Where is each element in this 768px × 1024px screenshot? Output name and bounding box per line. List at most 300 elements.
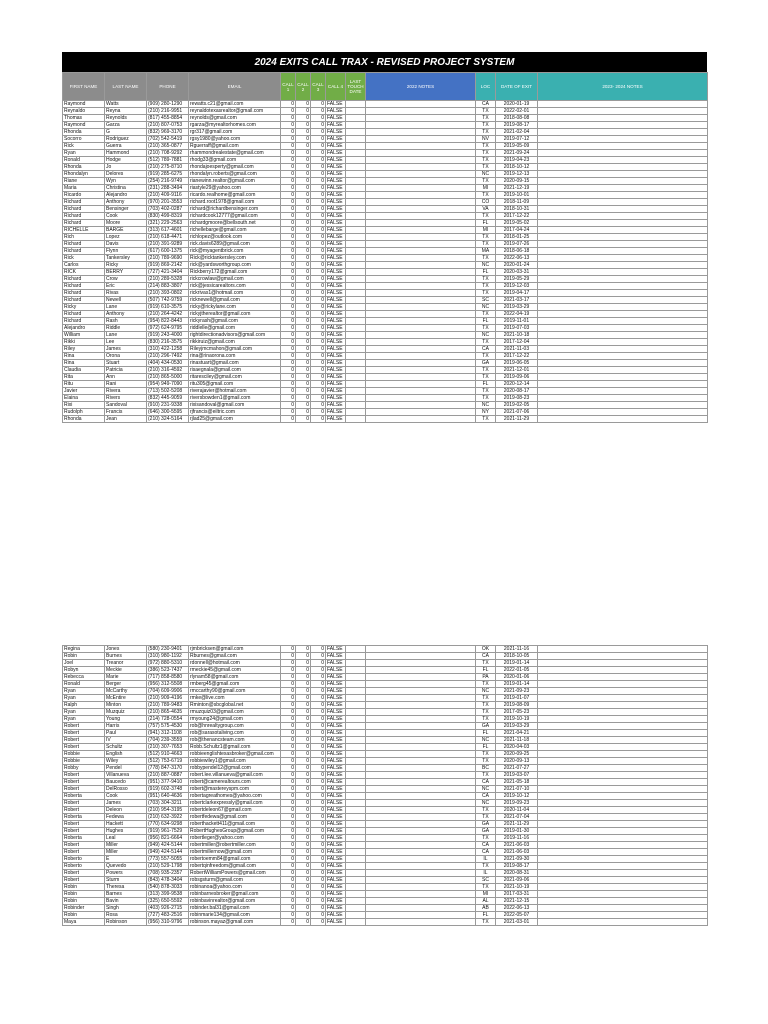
table-cell [366, 849, 476, 856]
table-cell: GA [476, 821, 496, 828]
table-cell: NC [476, 800, 496, 807]
table-cell: 0 [296, 248, 311, 255]
table-cell [538, 381, 708, 388]
table-cell: Ryan [63, 150, 105, 157]
table-cell [538, 360, 708, 367]
table-cell: Harris [105, 723, 147, 730]
table-cell: FALSE [326, 115, 346, 122]
table-cell [366, 758, 476, 765]
table-cell: 2020-09-15 [496, 178, 538, 185]
table-cell: rmccarthy90@gmail.com [189, 688, 281, 695]
table-cell [346, 849, 366, 856]
table-cell [366, 409, 476, 416]
table-cell: 0 [296, 849, 311, 856]
table-cell: TX [476, 863, 496, 870]
table-cell: 2019-05-29 [496, 276, 538, 283]
table-row [63, 332, 708, 339]
table-row [63, 898, 708, 905]
table-cell [538, 332, 708, 339]
table-cell: VA [476, 206, 496, 213]
table-row [63, 115, 708, 122]
table-cell: 2020-01-19 [496, 101, 538, 108]
table-cell: Ralph [63, 702, 105, 709]
table-cell: 0 [296, 115, 311, 122]
table-cell: rgsy1980@yahoo.com [189, 136, 281, 143]
table-cell: CA [476, 101, 496, 108]
table-cell: FALSE [326, 269, 346, 276]
table-cell: FALSE [326, 416, 346, 423]
table-cell: FALSE [326, 856, 346, 863]
table-cell: 0 [311, 912, 326, 919]
table-cell: 2019-11-16 [496, 835, 538, 842]
table-cell: Ricky [105, 262, 147, 269]
table-cell: 0 [311, 220, 326, 227]
table-cell: 2019-07-12 [496, 136, 538, 143]
table-cell: 0 [311, 402, 326, 409]
table-cell: TX [476, 807, 496, 814]
table-cell [366, 157, 476, 164]
table-row [63, 751, 708, 758]
table-cell: 2019-10-19 [496, 716, 538, 723]
table-cell: Richard [63, 276, 105, 283]
table-cell: NV [476, 136, 496, 143]
table-cell: rjfrancis@eiltric.com [189, 409, 281, 416]
table-row [63, 744, 708, 751]
table-cell: 2021-05-18 [496, 779, 538, 786]
table-cell: ricknewell@gmail.com [189, 297, 281, 304]
table-cell: Reynaldo [63, 108, 105, 115]
table-cell: 2020-03-31 [496, 269, 538, 276]
table-cell: 0 [311, 206, 326, 213]
table-cell: NC [476, 171, 496, 178]
table-cell: Robin [63, 898, 105, 905]
table-cell: 0 [281, 695, 296, 702]
table-cell: 0 [281, 206, 296, 213]
table-cell: 0 [296, 779, 311, 786]
table-cell: 2021-10-18 [496, 332, 538, 339]
table-cell: TX [476, 276, 496, 283]
table-cell [346, 723, 366, 730]
table-cell: FALSE [326, 779, 346, 786]
table-cell [366, 290, 476, 297]
table-cell: Roberta [63, 793, 105, 800]
table-cell: 0 [296, 835, 311, 842]
table-row [63, 409, 708, 416]
table-cell: TX [476, 192, 496, 199]
table-cell: Rash [105, 318, 147, 325]
table-cell: Javier [63, 388, 105, 395]
table-cell: FALSE [326, 653, 346, 660]
table-cell [346, 737, 366, 744]
table-cell [538, 402, 708, 409]
table-cell: 2021-09-30 [496, 856, 538, 863]
table-cell: NC [476, 688, 496, 695]
table-row [63, 863, 708, 870]
table-cell: Richard [63, 199, 105, 206]
table-cell [366, 318, 476, 325]
table-cell [538, 416, 708, 423]
table-cell [538, 199, 708, 206]
table-cell [346, 877, 366, 884]
table-cell [346, 716, 366, 723]
table-cell: 2017-04-24 [496, 227, 538, 234]
table-cell: 0 [281, 360, 296, 367]
table-cell: Bavin [105, 898, 147, 905]
table-cell: 0 [311, 779, 326, 786]
table-cell: FALSE [326, 318, 346, 325]
table-cell: 2021-09-23 [496, 688, 538, 695]
table-row [63, 108, 708, 115]
table-cell: 0 [296, 395, 311, 402]
table-cell [538, 283, 708, 290]
table-cell: 0 [311, 688, 326, 695]
table-cell [346, 381, 366, 388]
table-cell: FALSE [326, 283, 346, 290]
column-header: DATE OF EXIT [496, 73, 538, 101]
table-row [63, 849, 708, 856]
table-cell: 0 [281, 199, 296, 206]
table-cell: TX [476, 255, 496, 262]
table-cell: (717) 858-8580 [147, 674, 189, 681]
page-gap [62, 537, 707, 645]
table-cell [366, 192, 476, 199]
table-cell: Rhonda [63, 164, 105, 171]
table-cell: 2018-10-12 [496, 164, 538, 171]
table-cell: FALSE [326, 297, 346, 304]
table-cell: 0 [311, 143, 326, 150]
table-cell: 0 [311, 884, 326, 891]
table-cell [366, 856, 476, 863]
table-cell: 0 [296, 192, 311, 199]
table-cell: FALSE [326, 101, 346, 108]
table-cell [366, 730, 476, 737]
table-cell: Wiley [105, 758, 147, 765]
table-cell: James [105, 800, 147, 807]
table-cell: (210) 632-3922 [147, 814, 189, 821]
table-cell [366, 898, 476, 905]
table-cell [366, 842, 476, 849]
table-cell: (210) 391-9289 [147, 241, 189, 248]
table-cell: Fedewa [105, 814, 147, 821]
table-cell: rmeckie45@gmail.com [189, 667, 281, 674]
table-cell: 0 [281, 325, 296, 332]
table-cell: Ricky [63, 304, 105, 311]
table-cell: rick@jessicarealtors.com [189, 283, 281, 290]
table-cell [346, 786, 366, 793]
table-cell: Riddle [105, 325, 147, 332]
table-cell: Young [105, 716, 147, 723]
table-cell [346, 688, 366, 695]
table-cell [346, 241, 366, 248]
table-cell: robinder.bal31@gmail.com [189, 905, 281, 912]
table-row [63, 667, 708, 674]
table-cell [366, 800, 476, 807]
table-cell: 0 [281, 688, 296, 695]
table-cell: FALSE [326, 905, 346, 912]
table-cell: (210) 618-4471 [147, 234, 189, 241]
table-cell [346, 115, 366, 122]
table-cell: Richard [63, 213, 105, 220]
table-cell: Stuart [105, 360, 147, 367]
table-cell: FL [476, 667, 496, 674]
table-cell: Ann [105, 374, 147, 381]
table-cell: FALSE [326, 150, 346, 157]
table-cell: TX [476, 311, 496, 318]
table-cell: roberthackett411@gmail.com [189, 821, 281, 828]
table-cell: 0 [296, 751, 311, 758]
sheet-section-1 [62, 52, 707, 423]
table-cell: 0 [311, 332, 326, 339]
table-cell [366, 171, 476, 178]
table-cell: 2019-10-01 [496, 192, 538, 199]
table-cell: Rguerraff@gmail.com [189, 143, 281, 150]
table-cell: TX [476, 681, 496, 688]
table-cell: Robyn [63, 667, 105, 674]
table-cell [538, 318, 708, 325]
table-cell: FALSE [326, 262, 346, 269]
table-cell: CA [476, 793, 496, 800]
table-cell [346, 227, 366, 234]
table-cell [538, 339, 708, 346]
table-cell [538, 674, 708, 681]
table-cell: TX [476, 157, 496, 164]
table-cell: 0 [311, 346, 326, 353]
table-cell: (708) 935-2357 [147, 870, 189, 877]
table-cell: OK [476, 646, 496, 653]
table-cell [346, 157, 366, 164]
table-cell [538, 409, 708, 416]
table-row [63, 241, 708, 248]
table-cell: MI [476, 185, 496, 192]
table-cell: Hodge [105, 157, 147, 164]
table-cell: Ryan [63, 716, 105, 723]
table-cell [346, 213, 366, 220]
table-cell: Deleon [105, 807, 147, 814]
table-cell: robinson.mayaz@gmail.com [189, 919, 281, 926]
table-cell [366, 297, 476, 304]
table-cell: Richard [63, 248, 105, 255]
table-cell: richellebarge@gmail.com [189, 227, 281, 234]
table-cell: 0 [296, 185, 311, 192]
column-header: FIRST NAME [63, 73, 105, 101]
table-cell: 0 [296, 409, 311, 416]
table-cell: Cook [105, 793, 147, 800]
table-cell: 2020-01-24 [496, 262, 538, 269]
table-row [63, 856, 708, 863]
table-cell: FALSE [326, 842, 346, 849]
table-cell: 2021-07-04 [496, 814, 538, 821]
table-cell [538, 101, 708, 108]
table-row [63, 171, 708, 178]
table-cell: FALSE [326, 276, 346, 283]
table-cell: 0 [311, 150, 326, 157]
table-cell [346, 898, 366, 905]
table-cell: TX [476, 108, 496, 115]
table-cell: richlopez@outlook.com [189, 234, 281, 241]
table-cell: 0 [296, 653, 311, 660]
table-cell: FALSE [326, 674, 346, 681]
table-cell [366, 283, 476, 290]
table-cell: 0 [281, 297, 296, 304]
table-cell [346, 360, 366, 367]
table-cell: (210) 789-9483 [147, 702, 189, 709]
table-row [63, 821, 708, 828]
table-cell: Rminton@sbcglobal.net [189, 702, 281, 709]
table-cell: 0 [281, 786, 296, 793]
table-cell: robertoemm84@gmail.com [189, 856, 281, 863]
table-cell: CA [476, 842, 496, 849]
table-cell [346, 709, 366, 716]
table-cell: 0 [296, 870, 311, 877]
table-cell: SC [476, 877, 496, 884]
table-cell: Rani [105, 381, 147, 388]
table-cell [346, 297, 366, 304]
table-cell: Rivera [105, 388, 147, 395]
table-cell [538, 234, 708, 241]
table-cell: 0 [296, 101, 311, 108]
table-cell: 2021-06-03 [496, 849, 538, 856]
table-cell: (403) 926-2715 [147, 905, 189, 912]
table-cell: robinmarie134@gmail.com [189, 912, 281, 919]
table-row [63, 129, 708, 136]
table-cell [346, 269, 366, 276]
table-cell: 0 [296, 332, 311, 339]
table-cell: FALSE [326, 758, 346, 765]
table-cell: rgr317@gmail.com [189, 129, 281, 136]
table-cell: 2019-05-02 [496, 220, 538, 227]
table-cell [346, 814, 366, 821]
table-cell [538, 828, 708, 835]
table-cell: robsgsturm@gmail.com [189, 877, 281, 884]
table-cell: (214) 883-3807 [147, 283, 189, 290]
table-cell [538, 276, 708, 283]
table-cell: riddlelle@gmail.com [189, 325, 281, 332]
table-cell: 0 [311, 842, 326, 849]
table-cell [538, 737, 708, 744]
table-cell [538, 206, 708, 213]
table-cell: FALSE [326, 821, 346, 828]
table-cell: DelRosso [105, 786, 147, 793]
table-cell [346, 800, 366, 807]
table-cell: Burnes [105, 653, 147, 660]
table-cell: GA [476, 360, 496, 367]
column-header: LAST TOUCH DATE [346, 73, 366, 101]
table-cell: (210) 296-7492 [147, 353, 189, 360]
table-cell: RobertHughesGroup@gmail.com [189, 828, 281, 835]
table-row [63, 674, 708, 681]
table-cell: 2020-08-31 [496, 870, 538, 877]
table-cell: Ricardo [63, 192, 105, 199]
table-cell: rick.davis6289@gmail.com [189, 241, 281, 248]
table-cell: (210) 365-0877 [147, 143, 189, 150]
table-cell [366, 108, 476, 115]
table-cell: rickrivas1@hotmail.com [189, 290, 281, 297]
table-cell: FALSE [326, 891, 346, 898]
table-cell: 0 [311, 856, 326, 863]
table-cell [346, 108, 366, 115]
table-cell: 0 [296, 730, 311, 737]
table-cell [366, 150, 476, 157]
table-cell: 0 [296, 269, 311, 276]
table-cell: TX [476, 143, 496, 150]
table-cell: 0 [281, 353, 296, 360]
table-row [63, 199, 708, 206]
table-cell: (214) 728-0554 [147, 716, 189, 723]
table-row [63, 381, 708, 388]
table-cell: Elaina [63, 395, 105, 402]
table-cell: FALSE [326, 164, 346, 171]
table-cell: FALSE [326, 122, 346, 129]
table-cell: FALSE [326, 912, 346, 919]
table-cell: (972) 880-5310 [147, 660, 189, 667]
table-cell: 0 [281, 828, 296, 835]
table-cell: FALSE [326, 660, 346, 667]
table-cell: 0 [311, 178, 326, 185]
table-cell: 0 [311, 807, 326, 814]
table-cell: RICHELLE [63, 227, 105, 234]
table-cell: 0 [281, 730, 296, 737]
table-cell [538, 297, 708, 304]
table-cell: 0 [296, 821, 311, 828]
table-cell [346, 912, 366, 919]
table-cell: Alejandro [105, 192, 147, 199]
table-cell: Raymond [63, 101, 105, 108]
table-row [63, 807, 708, 814]
table-cell: 0 [311, 255, 326, 262]
table-cell: 0 [281, 402, 296, 409]
table-cell: 0 [296, 381, 311, 388]
table-cell: 2020-09-25 [496, 751, 538, 758]
table-cell: 0 [296, 360, 311, 367]
table-cell [538, 143, 708, 150]
table-cell [346, 325, 366, 332]
table-cell: 2017-03-31 [496, 891, 538, 898]
table-cell: (210) 324-5164 [147, 416, 189, 423]
table-cell: (580) 230-9401 [147, 646, 189, 653]
table-cell [538, 800, 708, 807]
table-cell [538, 681, 708, 688]
table-cell: Eric [105, 283, 147, 290]
table-cell: 0 [296, 814, 311, 821]
table-row [63, 276, 708, 283]
table-cell: ritaresciley@gmail.com [189, 374, 281, 381]
table-cell [538, 213, 708, 220]
table-cell [346, 842, 366, 849]
table-cell: (512) 753-6719 [147, 758, 189, 765]
table-cell: TX [476, 695, 496, 702]
table-cell: (919) 285-6275 [147, 171, 189, 178]
table-cell: 0 [311, 681, 326, 688]
table-cell: FALSE [326, 723, 346, 730]
table-row [63, 828, 708, 835]
table-cell: (919) 602-3748 [147, 786, 189, 793]
table-cell: 2021-12-01 [496, 367, 538, 374]
table-cell: 0 [296, 674, 311, 681]
table-row [63, 346, 708, 353]
table-cell [538, 849, 708, 856]
table-cell [346, 409, 366, 416]
table-cell: Joel [63, 660, 105, 667]
table-cell: Newell [105, 297, 147, 304]
table-cell: 0 [311, 730, 326, 737]
table-cell: FALSE [326, 157, 346, 164]
table-cell: FALSE [326, 402, 346, 409]
table-cell: Riane [63, 178, 105, 185]
table-cell: FALSE [326, 786, 346, 793]
table-body-1 [63, 101, 708, 423]
table-cell: Robby [63, 765, 105, 772]
table-cell: Pendel [105, 765, 147, 772]
